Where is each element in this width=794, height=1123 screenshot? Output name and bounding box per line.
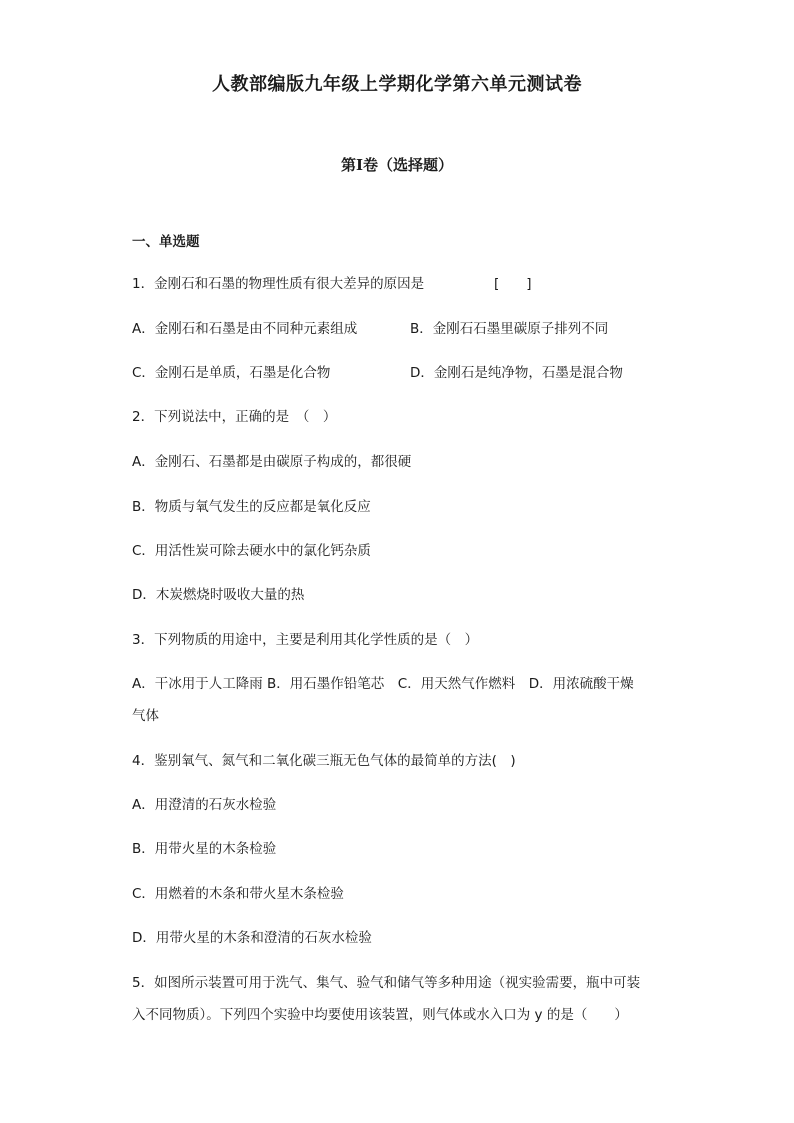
question-5-stem-line-1: 5．如图所示装置可用于洗气、集气、验气和储气等多种用途（视实验需要，瓶中可装 <box>132 975 641 991</box>
question-4-option-b: B．用带火星的木条检验 <box>132 841 277 857</box>
option-d: D．金刚石是纯净物，石墨是混合物 <box>410 365 623 381</box>
option-b: B．金刚石石墨里碳原子排列不同 <box>410 321 609 337</box>
question-2-option-d: D．木炭燃烧时吸收大量的热 <box>132 587 305 603</box>
question-4-stem: 4．鉴别氧气、氮气和二氧化碳三瓶无色气体的最简单的方法( ) <box>132 753 516 769</box>
question-1-options-row-1 <box>132 317 662 337</box>
paper-subtitle: 第I卷（选择题） <box>340 156 454 174</box>
question-1-stem <box>132 272 532 292</box>
option-c: C．金刚石是单质，石墨是化合物 <box>132 365 331 381</box>
option-a: A．金刚石和石墨是由不同种元素组成 <box>132 321 358 337</box>
question-2-option-b: B．物质与氧气发生的反应都是氧化反应 <box>132 499 371 515</box>
question-3-options-continued: 气体 <box>132 708 159 724</box>
question-5-stem-line-2: 入不同物质）。下列四个实验中均要使用该装置，则气体或水入口为 y 的是（ ） <box>132 1007 628 1023</box>
answer-bracket: [ ] <box>494 276 532 292</box>
section-heading: 一、单选题 <box>132 234 200 250</box>
question-2-option-c: C．用活性炭可除去硬水中的氯化钙杂质 <box>132 543 371 559</box>
question-3-stem: 3．下列物质的用途中，主要是利用其化学性质的是（ ） <box>132 632 479 648</box>
question-4-option-d: D．用带火星的木条和澄清的石灰水检验 <box>132 930 372 946</box>
question-3-options: A．干冰用于人工降雨 B．用石墨作铅笔芯 C．用天然气作燃料 D．用浓硫酸干燥 <box>132 676 634 692</box>
question-4-option-c: C．用燃着的木条和带火星木条检验 <box>132 886 344 902</box>
question-1-text: 1．金刚石和石墨的物理性质有很大差异的原因是 <box>132 276 425 292</box>
question-2-stem: 2．下列说法中，正确的是 （ ） <box>132 409 337 425</box>
exam-title: 人教部编版九年级上学期化学第六单元测试卷 <box>212 74 582 95</box>
question-1-options-row-2 <box>132 361 662 381</box>
question-2-option-a: A．金刚石、石墨都是由碳原子构成的，都很硬 <box>132 454 412 470</box>
question-4-option-a: A．用澄清的石灰水检验 <box>132 797 277 813</box>
